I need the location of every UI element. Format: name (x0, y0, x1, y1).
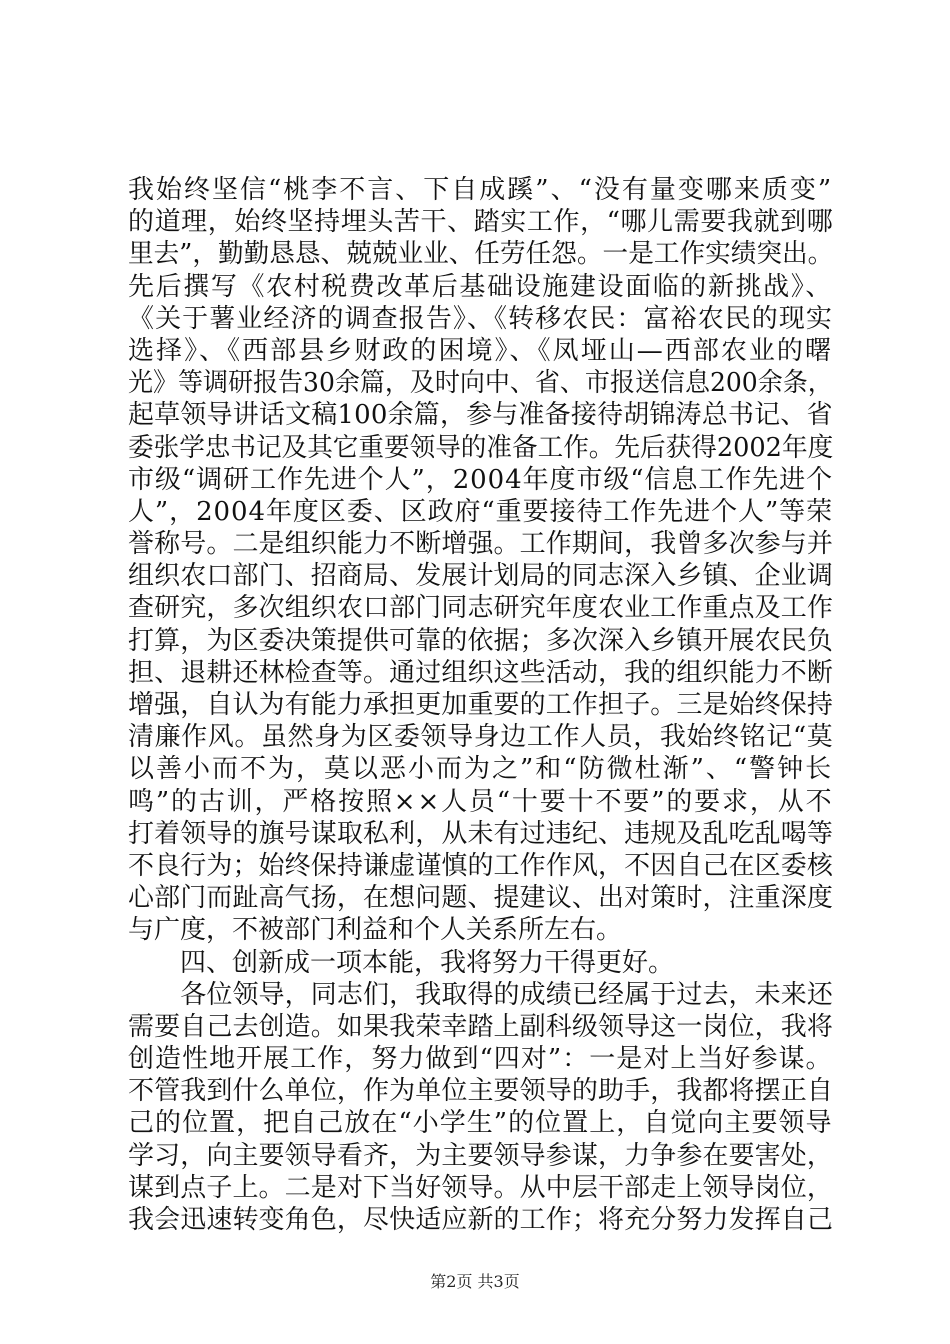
body-text-line: 心部门而趾高气扬，在想问题、提建议、出对策时，注重深度 (128, 883, 834, 914)
body-text-line: 谋到点子上。二是对下当好领导。从中层干部走上领导岗位， (128, 1172, 834, 1203)
page-number-footer: 第2页 共3页 (430, 1272, 520, 1291)
body-text-line: 我始终坚信“桃李不言、下自成蹊”、“没有量变哪来质变” (128, 175, 834, 205)
body-text-line: 清廉作风。虽然身为区委领导身边工作人员，我始终铭记“莫 (128, 722, 834, 753)
body-text-line: 己的位置，把自己放在“小学生”的位置上，自觉向主要领导 (128, 1108, 833, 1139)
body-text-line: 起草领导讲话文稿100余篇，参与准备接待胡锦涛总书记、省 (128, 400, 833, 431)
document-body (128, 174, 833, 1236)
body-text-line: 以善小而不为，莫以恶小而为之”和“防微杜渐”、“警钟长 (128, 754, 834, 785)
body-text-line: 需要自己去创造。如果我荣幸踏上副科级领导这一岗位，我将 (128, 1011, 834, 1042)
body-text-line: 创造性地开展工作，努力做到“四对”：一是对上当好参谋。 (128, 1044, 833, 1075)
body-text-line: 担、退耕还林检查等。通过组织这些活动，我的组织能力不断 (128, 657, 834, 688)
body-text-line: 选择》、《西部县乡财政的困境》、《凤垭山—西部农业的曙 (128, 335, 834, 366)
body-text-line: 查研究，多次组织农口部门同志研究年度农业工作重点及工作 (128, 593, 834, 624)
body-text-line: 人”，2004年度区委、区政府“重要接待工作先进个人”等荣 (128, 496, 834, 527)
body-text-line: 我会迅速转变角色，尽快适应新的工作；将充分努力发挥自己 (128, 1205, 834, 1235)
body-text-line: 打着领导的旗号谋取私利，从未有过违纪、违规及乱吃乱喝等 (128, 818, 834, 849)
body-text-line: 各位领导，同志们，我取得的成绩已经属于过去，未来还 (128, 979, 834, 1010)
body-text-line: 鸣”的古训，严格按照××人员“十要十不要”的要求，从不 (128, 786, 834, 817)
body-text-line: 不良行为；始终保持谦虚谨慎的工作作风，不因自己在区委核 (128, 850, 834, 881)
body-text-line: 与广度，不被部门利益和个人关系所左右。 (128, 915, 623, 946)
body-text-line: 打算，为区委决策提供可靠的依据；多次深入乡镇开展农民负 (128, 625, 834, 656)
body-text-line: 的道理，始终坚持埋头苦干、踏实工作，“哪儿需要我就到哪 (128, 207, 834, 238)
body-text-line: 增强，自认为有能力承担更加重要的工作担子。三是始终保持 (128, 690, 834, 720)
body-text-line: 誉称号。二是组织能力不断增强。工作期间，我曾多次参与并 (128, 529, 834, 560)
body-text-line: 《关于薯业经济的调查报告》、《转移农民：富裕农民的现实 (128, 303, 834, 334)
body-text-line: 学习，向主要领导看齐，为主要领导参谋，力争参在要害处， (128, 1140, 834, 1171)
body-text-line: 四、创新成一项本能，我将努力干得更好。 (128, 947, 675, 978)
body-text-line: 组织农口部门、招商局、发展计划局的同志深入乡镇、企业调 (128, 561, 834, 592)
body-text-line: 里去”，勤勤恳恳、兢兢业业、任劳任怨。一是工作实绩突出。 (128, 239, 834, 270)
body-text-line: 委张学忠书记及其它重要领导的准备工作。先后获得2002年度 (128, 432, 834, 463)
body-text-line: 光》等调研报告30余篇，及时向中、省、市报送信息200余条， (128, 368, 833, 399)
body-text-line: 先后撰写《农村税费改革后基础设施建设面临的新挑战》、 (128, 271, 834, 302)
body-text-line: 不管我到什么单位，作为单位主要领导的助手，我都将摆正自 (128, 1076, 834, 1107)
body-text-line: 市级“调研工作先进个人”，2004年度市级“信息工作先进个 (128, 464, 834, 495)
